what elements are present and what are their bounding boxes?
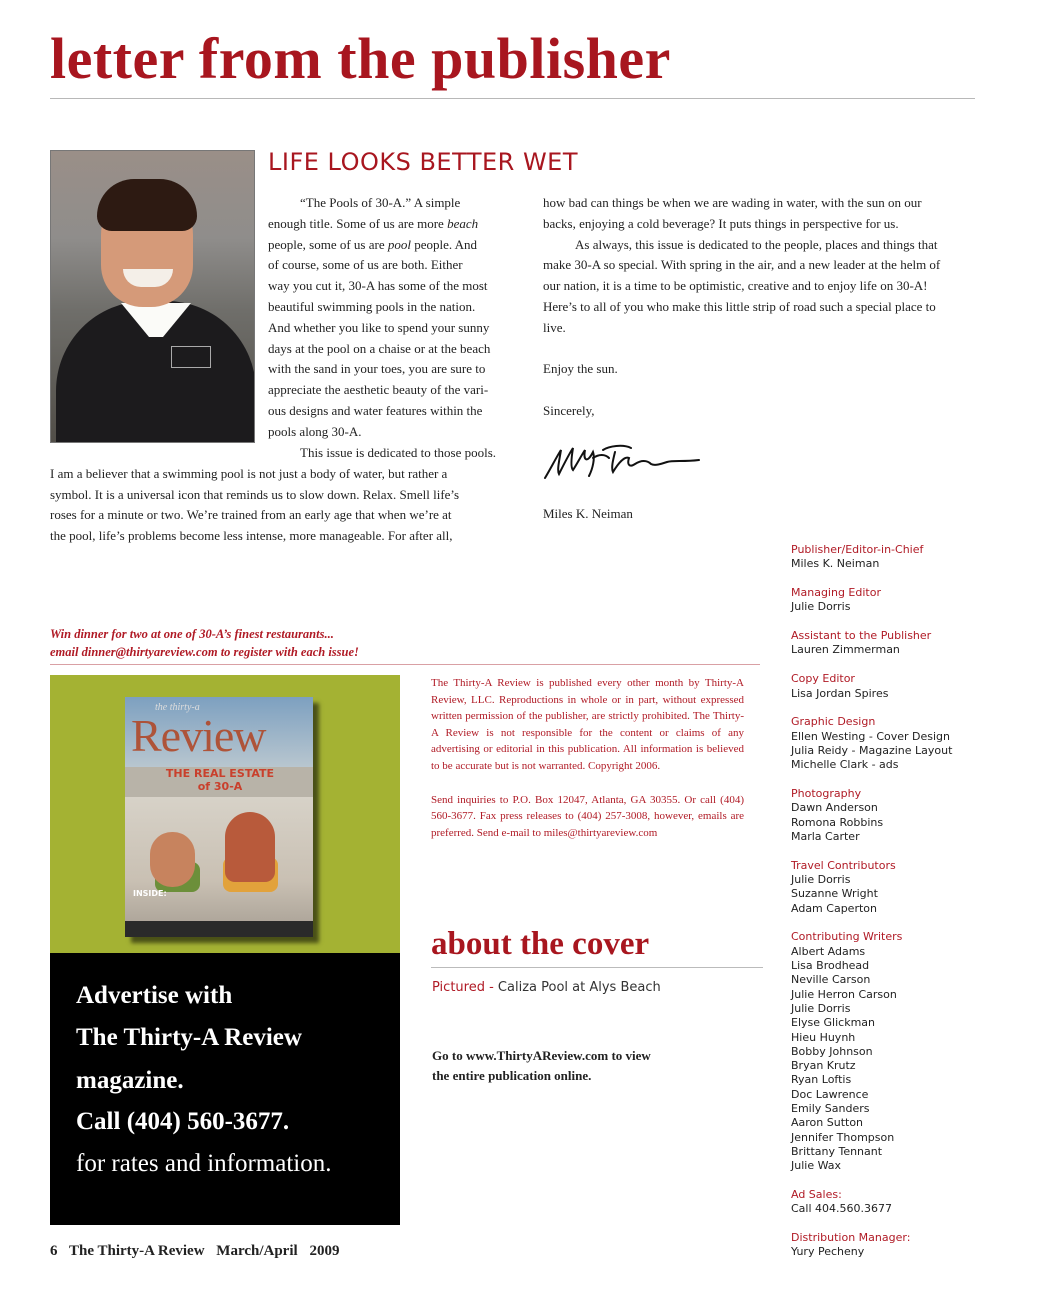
text-line: our nation, it is a time to be optimistic, creative and to enjoy life on 30-A! (543, 278, 928, 294)
text-line: As always, this issue is dedicated to the people, places and things that (575, 236, 938, 252)
masthead-name: Miles K. Neiman (791, 557, 880, 571)
ad-line: magazine. (76, 1067, 184, 1094)
masthead-name: Ellen Westing - Cover Design (791, 729, 951, 743)
text-line: appreciate the aesthetic beauty of the vari- (268, 382, 489, 398)
text-line: people, some of us are pool people. And (268, 236, 478, 252)
masthead-group (791, 672, 1021, 701)
promo-text (50, 625, 359, 661)
cover-headline: THE REAL ESTATE of 30-A (165, 767, 275, 793)
text-line: how bad can things be when we are wading in water, with the sun on our (543, 195, 922, 210)
ad-line: The Thirty-A Review (76, 1024, 302, 1051)
masthead-name: Albert Adams (791, 944, 866, 958)
masthead-group (791, 1188, 1021, 1217)
page-footer (50, 1243, 347, 1260)
masthead-name: Dawn Anderson (791, 801, 878, 815)
ad-cover-panel (50, 675, 400, 953)
masthead-role: Contributing Writers (791, 930, 903, 944)
masthead-name: Romona Robbins (791, 815, 884, 829)
masthead-name: Aaron Sutton (791, 1116, 864, 1130)
issue-year: 2009 (309, 1243, 340, 1259)
cover-inside-label: INSIDE: (133, 889, 167, 898)
masthead-name: Julie Wax (791, 1159, 842, 1173)
online-line: the entire publication online. (432, 1068, 592, 1083)
issue-date: March/April (216, 1243, 298, 1259)
cover-masthead: Review (131, 710, 266, 761)
text-line: And whether you like to spend your sunny (268, 319, 490, 335)
masthead-role: Assistant to the Publisher (791, 629, 932, 643)
signature-icon (543, 438, 703, 488)
ad-text-panel (50, 953, 400, 1225)
masthead-name: Emily Sanders (791, 1102, 870, 1115)
text-line: the pool, life’s problems become less intense, more manageable. For after all, (50, 528, 453, 544)
masthead-name: Ryan Loftis (791, 1073, 852, 1087)
text-line: live. (543, 319, 566, 335)
closing-line: Sincerely, (543, 402, 595, 418)
masthead-group (791, 859, 1021, 916)
masthead-role: Managing Editor (791, 586, 881, 600)
text-line: Here’s to all of you who make this little strip of road such a special place to (543, 298, 936, 314)
text-line: This issue is dedicated to those pools. (300, 445, 497, 460)
masthead-role: Graphic Design (791, 715, 876, 729)
masthead-name: Call 404.560.3677 (791, 1202, 893, 1216)
masthead-name: Doc Lawrence (791, 1087, 869, 1101)
masthead-group (791, 930, 1021, 1173)
closing-line: Enjoy the sun. (543, 361, 618, 377)
about-cover-heading: about the cover (431, 926, 650, 962)
masthead-role: Distribution Manager: (791, 1231, 911, 1245)
text-line: make 30-A so special. With spring in the air, and a new leader at the helm of (543, 257, 941, 273)
masthead-group (791, 787, 1021, 844)
text-line: beautiful swimming pools in the nation. (268, 298, 476, 314)
publication-name: The Thirty-A Review (68, 1243, 205, 1259)
advertisement[interactable] (50, 675, 400, 1225)
promo-line: email dinner@thirtyareview.com to register with each issue! (50, 645, 359, 659)
legal-paragraph: The Thirty-A Review is published every other month by Thirty-A Review, LLC. Reproductions in whole or in part, without expressed written permission of the publisher, are strictly prohibited. The Thirty-A Review is not responsible for the content or claims of any advertising or editorial in this publication. All information is believed to be accurate but is not warranted. Copyright 2006. (431, 677, 744, 772)
masthead-name: Brittany Tennant (791, 1144, 883, 1158)
text-line: backs, enjoying a cold beverage? It puts things in perspective for us. (543, 215, 899, 231)
masthead-name: Jennifer Thompson (791, 1130, 895, 1144)
magazine-cover-image (125, 697, 313, 937)
signer-name: Miles K. Neiman (543, 506, 633, 521)
text-line: enough title. Some of us are more beach (268, 215, 479, 231)
ad-line: Call (404) 560-3677. (76, 1108, 290, 1135)
masthead-name: Lauren Zimmerman (791, 643, 900, 657)
ad-line: Advertise with (76, 982, 233, 1009)
masthead-name: Hieu Huynh (791, 1030, 856, 1044)
ad-line: for rates and information. (76, 1150, 332, 1177)
masthead-name: Julie Dorris (791, 1001, 851, 1015)
masthead-group (791, 1231, 1021, 1260)
online-notice[interactable] (432, 1046, 732, 1086)
article-subtitle: LIFE LOOKS BETTER WET (268, 148, 578, 176)
masthead-name: Neville Carson (791, 973, 871, 987)
promo-divider (50, 664, 760, 665)
text-line: with the sand in your toes, you are sure to (268, 361, 486, 377)
masthead-name: Bryan Krutz (791, 1059, 856, 1073)
masthead-name: Julia Reidy - Magazine Layout (791, 743, 953, 757)
text-line: roses for a minute or two. We’re trained from an early age that when we’re at (50, 507, 452, 523)
page-number: 6 (50, 1243, 58, 1259)
masthead-name: Julie Dorris (791, 873, 851, 887)
masthead-name: Suzanne Wright (791, 887, 878, 901)
masthead-group (791, 543, 1021, 572)
article-column-1-bottom (50, 443, 520, 547)
text-line: way you cut it, 30-A has some of the most (268, 278, 488, 294)
masthead-name: Adam Caperton (791, 901, 877, 915)
masthead-role: Travel Contributors (791, 858, 896, 872)
legal-notice (431, 675, 744, 841)
masthead-role: Photography (791, 787, 862, 801)
promo-line: Win dinner for two at one of 30-A’s finest restaurants... (50, 627, 334, 641)
masthead-name: Elyse Glickman (791, 1016, 875, 1030)
text-line: of course, some of us are both. Either (268, 257, 463, 273)
text-line: “The Pools of 30-A.” A simple (300, 195, 461, 210)
text-line: days at the pool on a chaise or at the beach (268, 340, 491, 356)
masthead-name: Bobby Johnson (791, 1044, 873, 1058)
masthead-name: Lisa Brodhead (791, 959, 870, 973)
masthead-group (791, 586, 1021, 615)
masthead-group (791, 715, 1021, 772)
masthead-name: Michelle Clark - ads (791, 758, 899, 772)
masthead-name: Marla Carter (791, 829, 860, 843)
cover-caption (432, 980, 661, 995)
masthead-name: Julie Dorris (791, 600, 851, 614)
staff-masthead (791, 543, 1021, 1274)
caption-label: Pictured - (432, 980, 494, 995)
text-line: ous designs and water features within the (268, 402, 483, 418)
about-cover-divider (431, 967, 763, 968)
masthead-name: Julie Herron Carson (791, 987, 897, 1001)
masthead-name: Lisa Jordan Spires (791, 686, 889, 700)
online-line: Go to www.ThirtyAReview.com to view (432, 1048, 651, 1063)
text-line: pools along 30-A. (268, 423, 362, 439)
text-line: I am a believer that a swimming pool is not just a body of water, but rather a (50, 465, 448, 481)
cover-small-title: the thirty-a (155, 702, 200, 713)
publisher-photo (50, 150, 255, 443)
masthead-name: Yury Pecheny (791, 1245, 865, 1259)
masthead-group (791, 629, 1021, 658)
caption-text: Caliza Pool at Alys Beach (493, 980, 661, 995)
masthead-role: Ad Sales: (791, 1187, 842, 1201)
contact-paragraph: Send inquiries to P.O. Box 12047, Atlanta, GA 30355. Or call (404) 560-3677. Fax press releases to (404) 257-3008, however, emails are preferred. Send e-mail to miles@thirtyareview.com (431, 793, 744, 839)
text-line: symbol. It is a universal icon that reminds us to slow down. Relax. Smell life’s (50, 486, 460, 502)
article-column-1-top (268, 193, 520, 443)
page-title: letter from the publisher (50, 26, 671, 91)
article-column-2 (543, 193, 1008, 422)
title-divider (50, 98, 975, 99)
masthead-role: Publisher/Editor-in-Chief (791, 543, 924, 556)
masthead-role: Copy Editor (791, 672, 855, 686)
shirt-logo-icon (171, 346, 211, 368)
